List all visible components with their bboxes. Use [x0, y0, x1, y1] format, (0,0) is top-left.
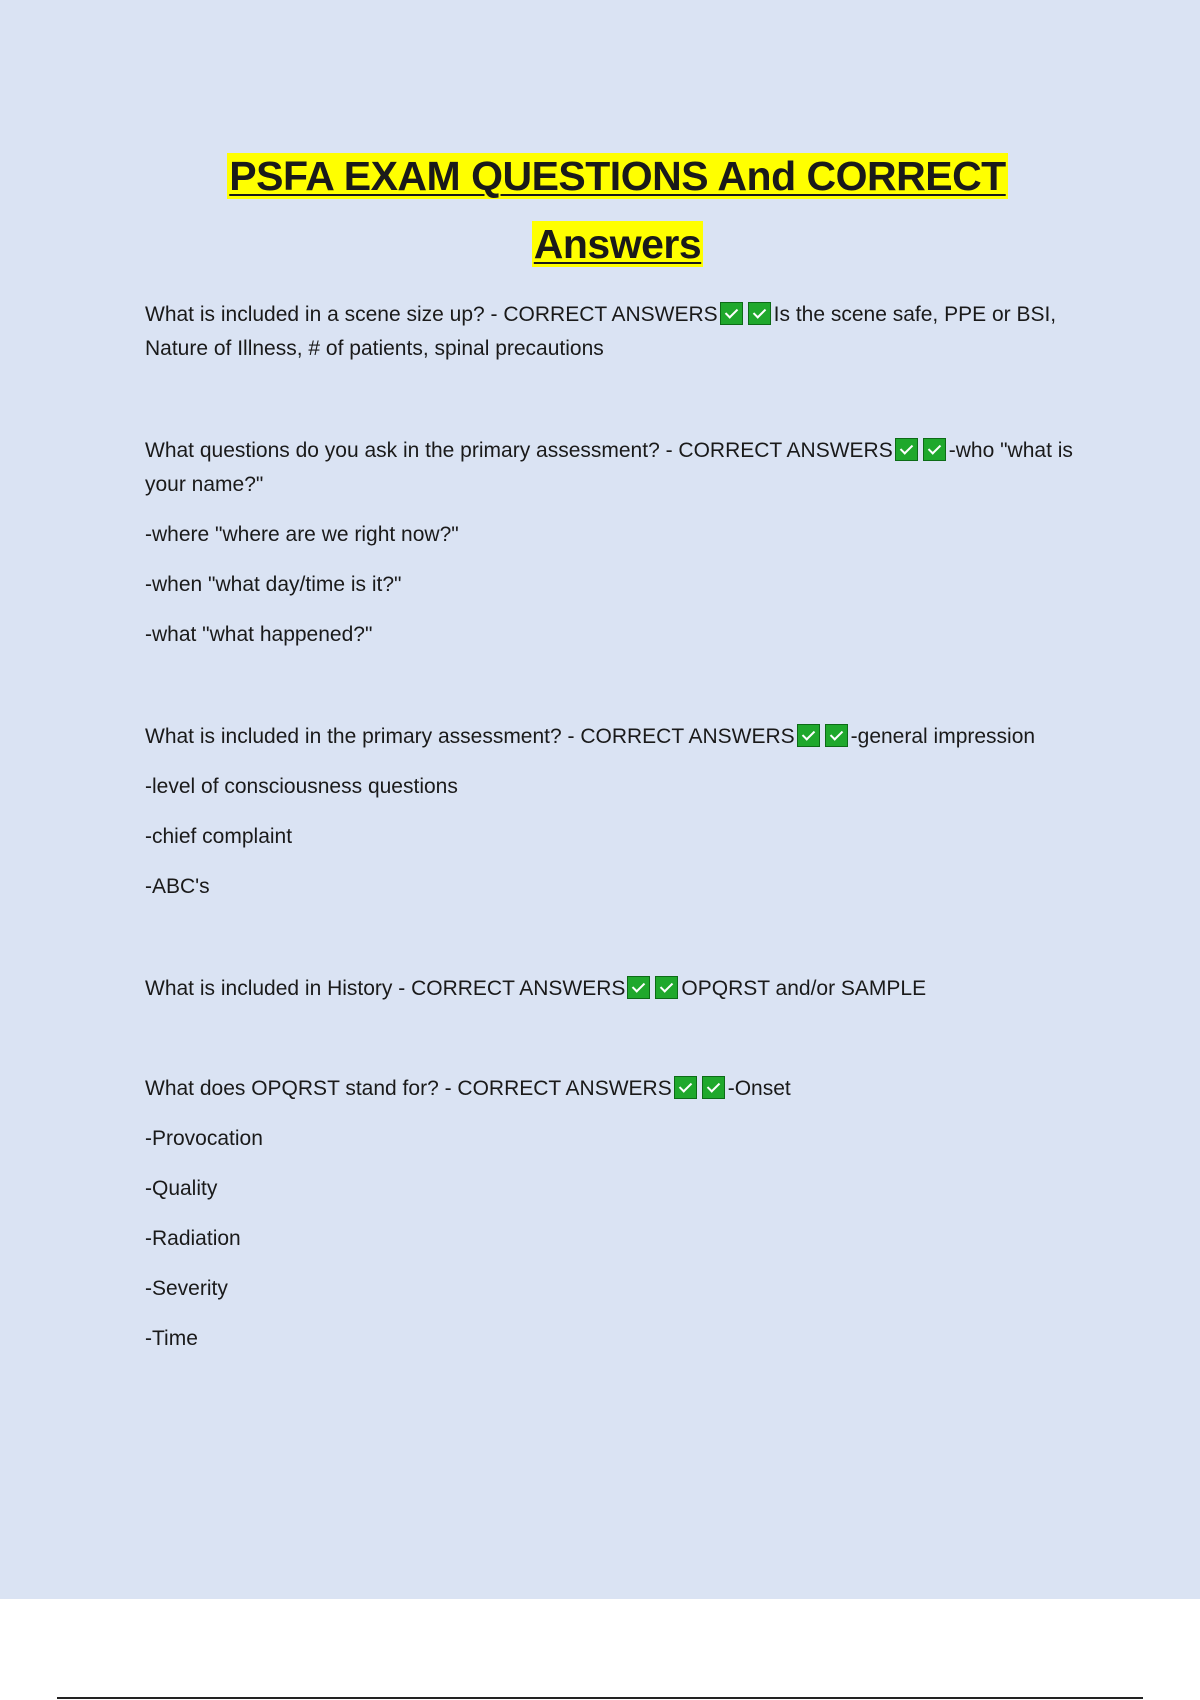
answer-line: -what "what happened?"	[145, 623, 373, 646]
check-mark-icon	[702, 1076, 725, 1099]
answer-text: -Onset	[727, 1077, 791, 1100]
qa-list	[145, 298, 1090, 1356]
qa-item	[145, 720, 1090, 904]
qa-item	[145, 972, 1090, 1006]
answer-text: Is the scene safe, PPE or BSI, Nature of Illness, # of patients, spinal precautions	[145, 303, 1057, 360]
qa-line	[145, 434, 1090, 502]
answer-marker: CORRECT ANSWERS	[678, 439, 893, 462]
qa-item	[145, 298, 1090, 366]
answer-line: -Severity	[145, 1277, 228, 1300]
answer-line: -when "what day/time is it?"	[145, 573, 402, 596]
footer-divider	[57, 1697, 1143, 1699]
qa-line	[145, 1072, 1090, 1106]
check-mark-icon	[720, 302, 743, 325]
answer-text: -general impression	[850, 725, 1036, 748]
question-text: What does OPQRST stand for? -	[145, 1077, 458, 1100]
qa-line	[145, 972, 1090, 1006]
document-title	[0, 142, 1200, 278]
qa-line	[145, 298, 1090, 366]
answer-marker: CORRECT ANSWERS	[411, 977, 626, 1000]
title-line-2: Answers	[533, 221, 702, 267]
answer-marker: CORRECT ANSWERS	[503, 303, 718, 326]
title-line-1: PSFA EXAM QUESTIONS And CORRECT	[229, 153, 1006, 199]
answer-text: OPQRST and/or SAMPLE	[681, 977, 927, 1000]
check-mark-icon	[825, 724, 848, 747]
answer-line: -chief complaint	[145, 825, 293, 848]
qa-item	[145, 1072, 1090, 1356]
answer-line: -where "where are we right now?"	[145, 523, 459, 546]
answer-line: -Time	[145, 1327, 198, 1350]
answer-line: -Quality	[145, 1177, 218, 1200]
answer-line: -Radiation	[145, 1227, 241, 1250]
check-mark-icon	[748, 302, 771, 325]
qa-item	[145, 434, 1090, 652]
answer-line: -Provocation	[145, 1127, 263, 1150]
answer-line: -ABC's	[145, 875, 210, 898]
check-mark-icon	[797, 724, 820, 747]
check-mark-icon	[923, 438, 946, 461]
question-text: What is included in the primary assessment? -	[145, 725, 581, 748]
answer-text: -who "what is your name?"	[145, 439, 1073, 496]
check-mark-icon	[895, 438, 918, 461]
question-text: What is included in a scene size up? -	[145, 303, 504, 326]
check-mark-icon	[655, 976, 678, 999]
answer-line: -level of consciousness questions	[145, 775, 458, 798]
answer-marker: CORRECT ANSWERS	[580, 725, 795, 748]
answer-marker: CORRECT ANSWERS	[457, 1077, 672, 1100]
check-mark-icon	[627, 976, 650, 999]
check-mark-icon	[674, 1076, 697, 1099]
qa-line	[145, 720, 1090, 754]
question-text: What questions do you ask in the primary assessment? -	[145, 439, 679, 462]
question-text: What is included in History -	[145, 977, 412, 1000]
